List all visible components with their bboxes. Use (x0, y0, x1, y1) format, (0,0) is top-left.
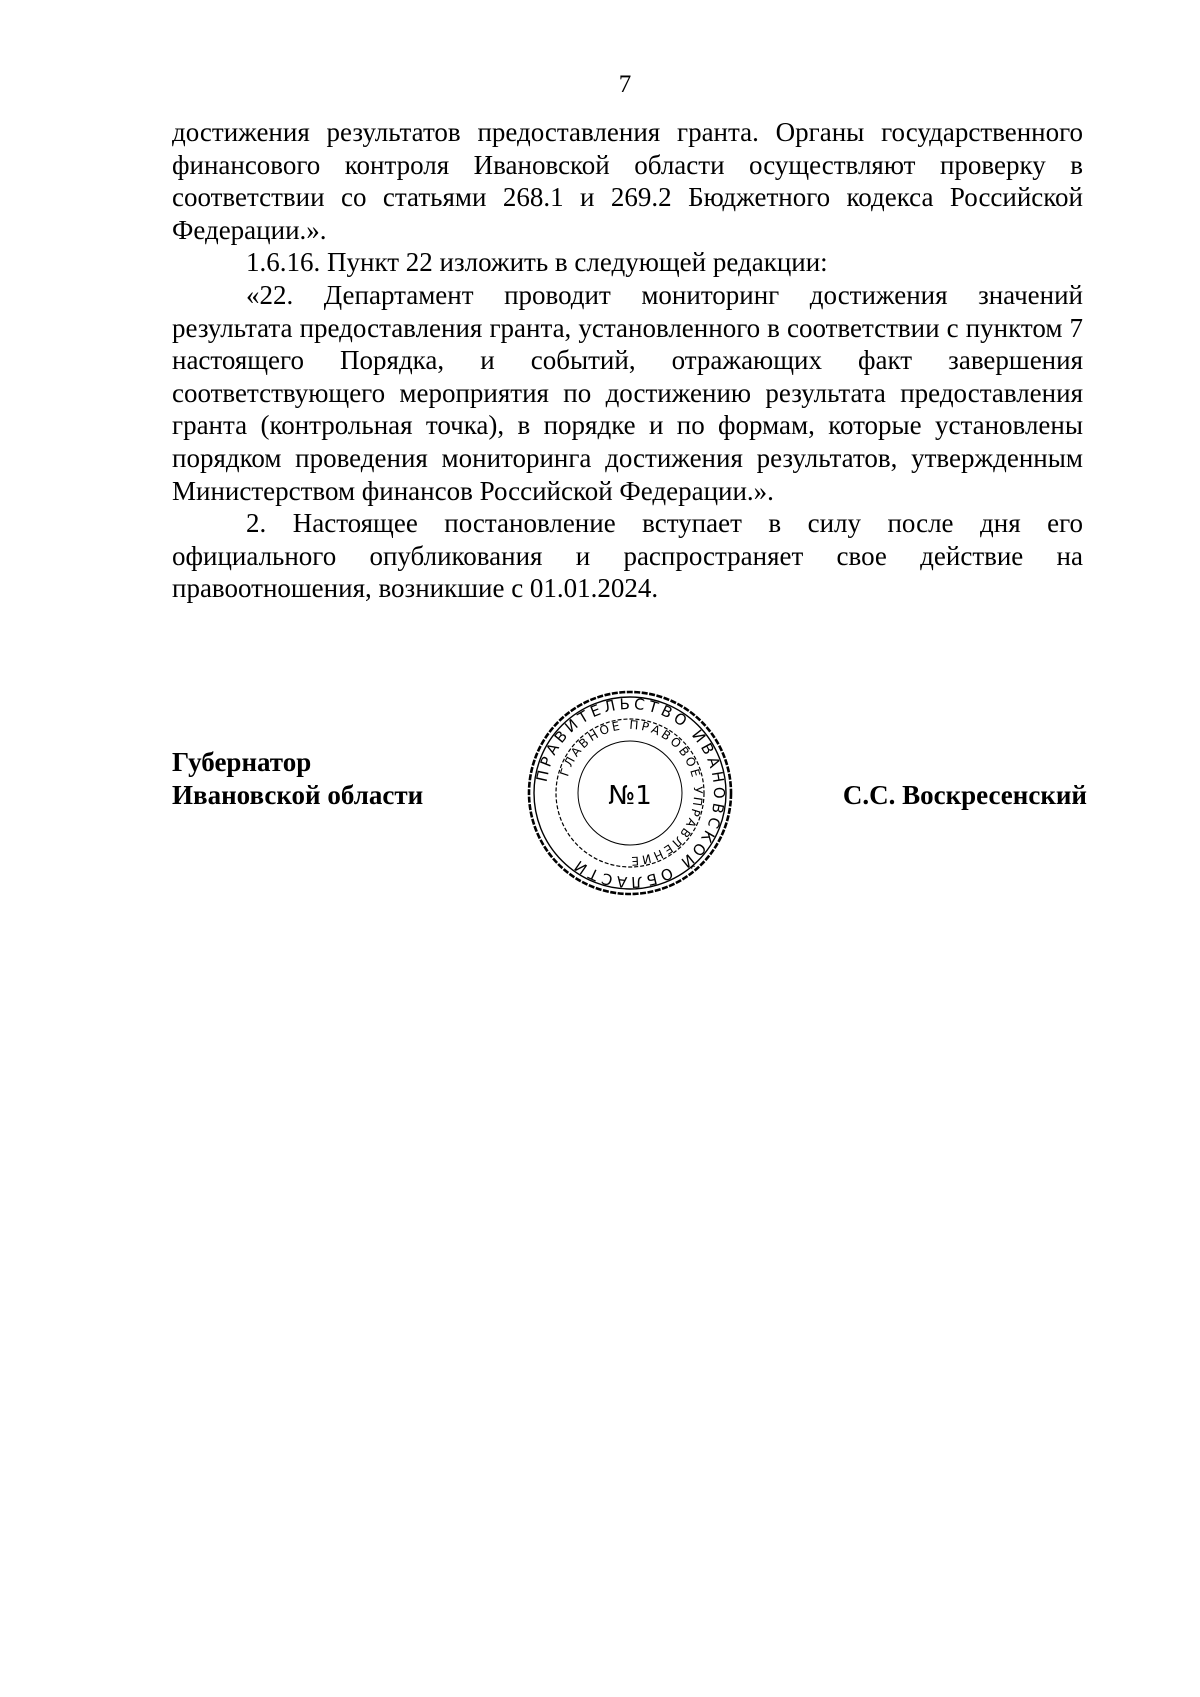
paragraph-continuation: достижения результатов предоставления гранта. Органы государственного финансового контроля Ивановской области осуществляют проверку в соответствии со статьями 268.1 и 269.2 Бюджетного кодекса Российской Федерации.». (172, 117, 1083, 245)
seal-inner-text: ГЛАВНОЕ ПРАВОВОЕ УПРАВЛЕНИЕ (557, 717, 706, 869)
official-seal-stamp (525, 688, 735, 898)
paragraph-amendment-header: 1.6.16. Пункт 22 изложить в следующей редакции: (246, 247, 828, 278)
paragraph-effective-date: 2. Настоящее постановление вступает в силу после дня его официального опубликования и распространяет свое действие на правоотношения, возникшие с 01.01.2024. (172, 508, 1083, 604)
seal-number: №1 (608, 781, 652, 811)
seal-outer-text: ПРАВИТЕЛЬСТВО ИВАНОВСКОЙ ОБЛАСТИ (532, 694, 729, 892)
signatory-title (172, 746, 423, 811)
signatory-title-line-2: Ивановской области (172, 779, 424, 810)
page-number: 7 (618, 71, 632, 98)
signatory-name: С.С. Воскресенский (842, 779, 1087, 810)
signatory-title-line-1: Губернатор (172, 747, 312, 777)
document-body (172, 116, 1083, 605)
paragraph-amendment-text: «22. Департамент проводит мониторинг достижения значений результата предоставления гранта, установленного в соответствии с пунктом 7 настоящего Порядка, и событий, отражающих факт завершения соответствующего мероприятия по достижению результата предоставления гранта (контрольная точка), в порядке и по формам, которые установлены порядком проведения мониторинга достижения результатов, утвержденным Министерством финансов Российской Федерации.». (172, 279, 1083, 506)
